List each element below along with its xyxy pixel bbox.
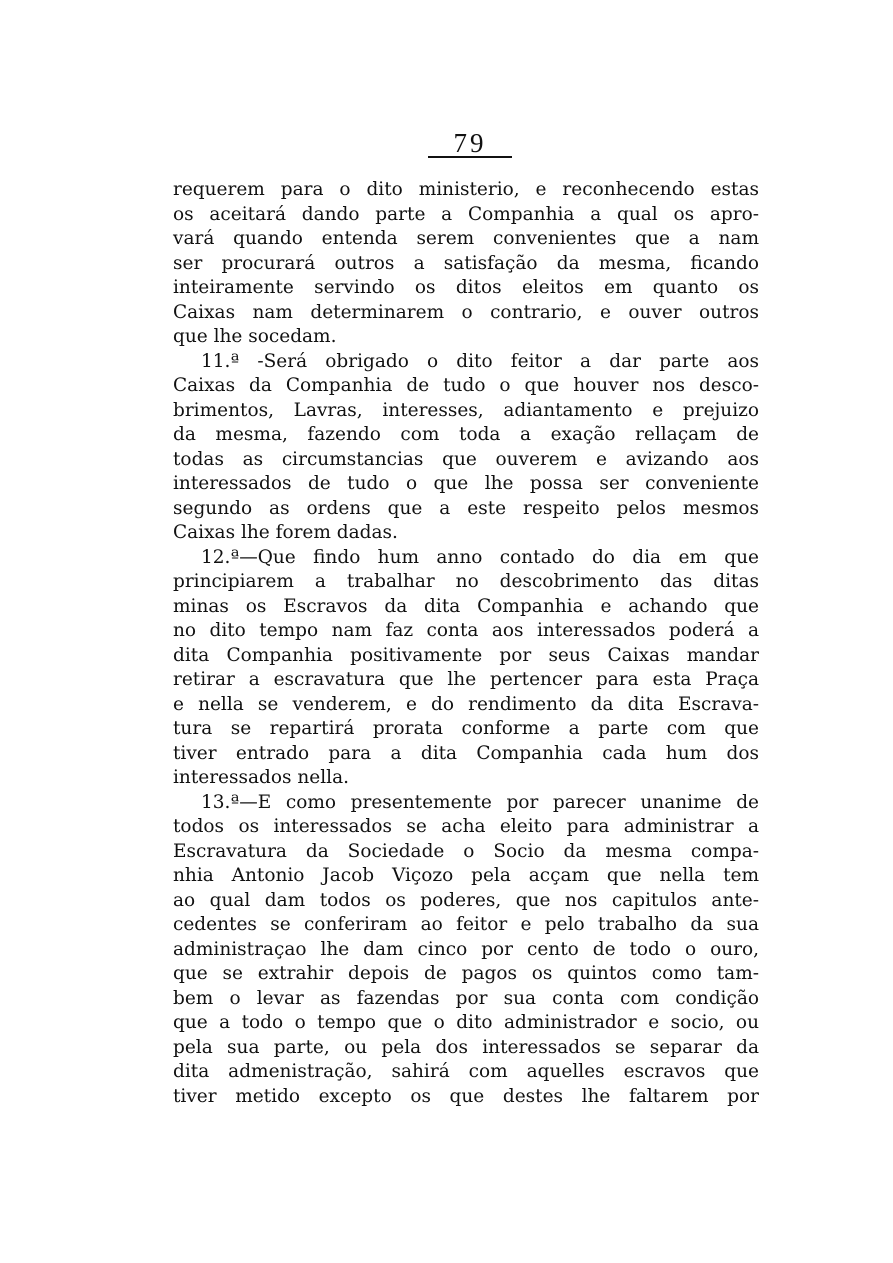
text-line: interessados de tudo o que lhe possa ser conveniente	[173, 473, 759, 494]
text-line: Caixas lhe forem dadas.	[173, 522, 398, 543]
text-line: da mesma, fazendo com toda a exação rellaçam de	[173, 424, 759, 445]
text-line: e nella se venderem, e do rendimento da dita Escrava-	[173, 693, 759, 715]
text-line: todas as circumstancias que ouverem e avizando aos	[173, 448, 759, 470]
text-line: todos os interessados se acha eleito para administrar a	[173, 816, 759, 837]
page-number: 79	[453, 128, 487, 158]
text-line: Caixas da Companhia de tudo o que houver nos desco-	[173, 375, 759, 396]
paragraph-start-11: 11.ª -Será obrigado o dito feitor a dar parte aos	[201, 350, 759, 372]
text-line: ser procurará outros a satisfação da mesma, ficando	[173, 252, 759, 274]
text-line: ao qual dam todos os poderes, que nos capitulos ante-	[173, 889, 759, 911]
text-line: cedentes se conferiram ao feitor e pelo trabalho da sua	[173, 914, 759, 935]
text-line: administraçao lhe dam cinco por cento de todo o ouro,	[173, 938, 759, 960]
text-line: que a todo o tempo que o dito administrador e socio, ou	[173, 1012, 759, 1033]
text-line: Escravatura da Sociedade o Socio da mesma compa-	[173, 840, 759, 862]
text-line: no dito tempo nam faz conta aos interessados poderá a	[173, 620, 759, 641]
text-line: que lhe socedam.	[173, 326, 337, 347]
paragraph-start-12: 12.ª—Que findo hum anno contado do dia em que	[201, 546, 759, 568]
text-line: os aceitará dando parte a Companhia a qual os apro-	[173, 203, 759, 225]
text-line: dita Companhia positivamente por seus Caixas mandar	[173, 644, 759, 666]
text-line: minas os Escravos da dita Companhia e achando que	[173, 595, 759, 617]
text-line: retirar a escravatura que lhe pertencer para esta Praça	[173, 669, 759, 690]
text-line: tura se repartirá prorata conforme a parte com que	[173, 718, 759, 739]
text-line: que se extrahir depois de pagos os quintos como tam-	[173, 963, 759, 984]
text-line: Caixas nam determinarem o contrario, e ouver outros	[173, 301, 759, 323]
text-line: brimentos, Lavras, interesses, adiantamento e prejuizo	[173, 399, 759, 421]
text-line: interessados nella.	[173, 767, 349, 788]
text-line: nhia Antonio Jacob Viçozo pela acçam que nella tem	[173, 865, 759, 886]
text-line: principiarem a trabalhar no descobrimento das ditas	[173, 571, 759, 592]
text-line: tiver metido excepto os que destes lhe faltarem por	[173, 1085, 759, 1107]
text-line: vará quando entenda serem convenientes que a nam	[173, 228, 759, 249]
paragraph-start-13: 13.ª—E como presentemente por parecer unanime de	[201, 791, 759, 813]
text-line: dita admenistração, sahirá com aquelles escravos que	[173, 1061, 759, 1082]
text-line: tiver entrado para a dita Companhia cada hum dos	[173, 742, 759, 764]
text-line: pela sua parte, ou pela dos interessados se separar da	[173, 1036, 759, 1058]
page-number-rule	[428, 156, 512, 158]
text-line: bem o levar as fazendas por sua conta com condição	[173, 987, 759, 1009]
body-text	[173, 178, 759, 1109]
text-line: segundo as ordens que a este respeito pelos mesmos	[173, 497, 759, 519]
text-line: requerem para o dito ministerio, e reconhecendo estas	[173, 179, 759, 200]
text-line: inteiramente servindo os ditos eleitos em quanto os	[173, 277, 759, 298]
